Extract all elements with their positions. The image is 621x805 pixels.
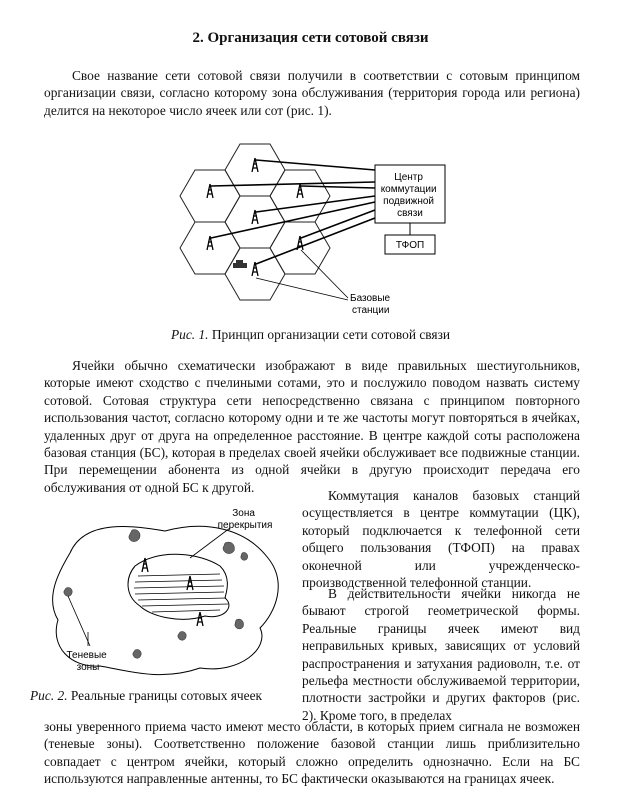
paragraph-borders: В действительности ячейки никогда не бывают строгой геометрической формы. Реальные границы ячеек имеют вид неправильных кривых, зависящих от условий распространения и затухания радиоволн, т.е. от рельефа местности обслуживаемой территории, плотности застройки и других факторов (рис. 2). Кроме того, в пределах [302, 586, 580, 723]
pstn-label: ТФОП [395, 240, 425, 251]
figure-2-caption: Рис. 2. Реальные границы сотовых ячеек [30, 688, 263, 703]
shadow-zones-label: Теневые зоны [66, 650, 107, 673]
paragraph-intro: Свое название сети сотовой связи получили в соответствии с сотовым принципом организации связи, согласно которому зона обслуживания (территория города или региона) делится на некоторое число ячеек или сот (рис. 1). [44, 68, 580, 118]
paragraph-switching: Коммутация каналов базовых станций осуществляется в центре коммутации (ЦК), который подключается к телефонной сети общего пользования (ТФОП) на правах оконечной или учрежденческо-производственной телефонной станции. [302, 488, 580, 591]
antenna-icons [142, 558, 203, 626]
figure-1-cellular-diagram [170, 138, 470, 323]
antenna-icon [197, 612, 203, 626]
label-pointers [68, 528, 230, 646]
figure-1-caption: Рис. 1. Принцип организации сети сотовой связи [170, 327, 451, 342]
base-stations-label: Базовые станции [350, 293, 391, 316]
base-station-pointers [256, 250, 348, 300]
antenna-icon [142, 558, 148, 572]
antenna-icons [207, 158, 303, 276]
mobile-car-icon [233, 260, 247, 268]
antenna-icon [187, 576, 193, 590]
overlap-zone-label: Зона перекрытия [217, 508, 273, 531]
switch-center-label: Центр коммутации подвижной связи [380, 172, 437, 219]
paragraph-shadow-zones: зоны уверенного приема часто имеют место области, в которых прием сигнала не возможен (теневые зоны). Соответственно положение базовой станции лишь приблизительно совпадает с центром ячейки, который сложно определить однозначно. Если на БС используются направленные антенны, то БС фактически оказываются на границах ячеек. [44, 719, 580, 787]
figure-2-real-borders-diagram [40, 498, 295, 683]
cell-hexagon [180, 222, 240, 274]
overlap-hatching [134, 574, 228, 612]
cell-hexagon [180, 170, 240, 222]
link-lines [211, 160, 375, 264]
section-heading: 2. Организация сети сотовой связи [192, 30, 429, 46]
paragraph-cells: Ячейки обычно схематически изображают в виде правильных шестиугольников, которые имеют сходство с пчелиными сотами, это и послужило поводом назвать систему сотовой. Сотовая структура сети непосредственно связана с принципом повторного использования частот, согласно которому одни и те же частоты могут повторяться в ячейках, удаленных друг от друга на определенное расстояние. В центре каждой соты расположена базовая станция (БС), которая в пределах своей ячейки обслуживает все подвижные станции. При перемещении абонента из одной ячейки в другую происходит передача его обслуживания от одной БС к другой. [44, 358, 580, 495]
cell-hexagon [225, 196, 285, 248]
cell-hexagon [225, 144, 285, 196]
